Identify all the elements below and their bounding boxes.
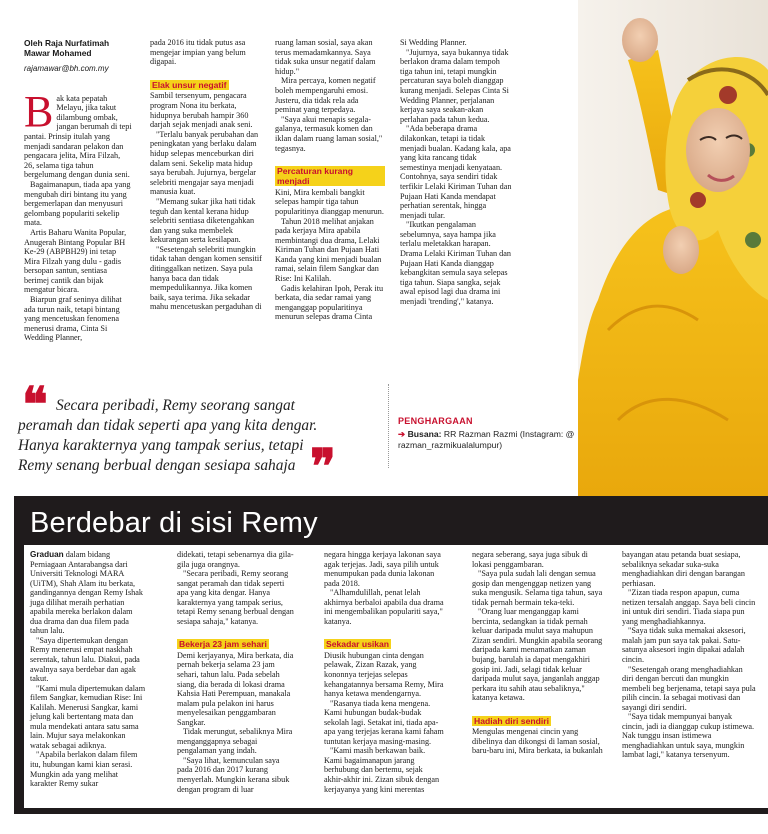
pull-quote-line: peramah dan tidak seperti apa yang kita dengar. xyxy=(18,417,318,434)
subheading: Bekerja 23 jam sehari xyxy=(179,639,267,650)
paragraph: Biarpun graf seninya dilihat ada turun naik, tetapi bintang yang mencetuskan fenomena menerusi drama, Cinta Si Wedding Planner, xyxy=(24,295,122,343)
drop-cap: B xyxy=(24,86,54,136)
paragraph: Bagaimanapun, tiada apa yang mengubah diri bintang itu yang bergemerlapan dan menyusuri gelombang populariti sekelip mata. xyxy=(24,179,131,228)
paragraph: Sambil tersenyum, pengacara program Nona itu berkata, hidupnya berubah hampir 360 darjah sejak menjadi anak seni. xyxy=(150,91,253,130)
arrow-icon: ➔ xyxy=(398,429,406,439)
pull-quote-line: Remy senang berbual dengan sesiapa sahaja xyxy=(18,457,296,474)
paragraph: Artis Baharu Wanita Popular, Anugerah Bintang Popular BH Ke-29 (ABPBH29) ini tetap Mira Filzah yang dulu - gadis bersopan santun, sentiasa berimej cantik dan bijak mengatur bicara. xyxy=(24,227,127,295)
author-email: rajamawar@bh.com.my xyxy=(24,64,109,73)
paragraph: "Saya tidak suka memakai aksesori, malah jam pun saya tak pakai. Satu-satunya aksesori ingin dipakai adalah cincin. xyxy=(622,626,746,665)
paragraph: Mengulas mengenai cincin yang dibelinya dan dikongsi di laman sosial, baru-baru ini, Mira berkata, ia bukanlah xyxy=(472,727,603,756)
paragraph: "Zizan tiada respon apapun, cuma netizen tersalah anggap. Saya beli cincin ini untuk diri sendiri. Tiada siapa pun yang menghadiahkannya. xyxy=(622,588,756,626)
paragraph: negara seberang, saya juga sibuk di lokasi penggambaran. xyxy=(472,550,588,569)
page-bottom-margin xyxy=(0,814,768,834)
paragraph: "Secara peribadi, Remy seorang sangat peramah dan tidak seperti apa yang kita dengar. Hanya karakternya yang tampak serius, tetapi Remy senang berbual dengan sesiapa sahaja," katanya. xyxy=(177,569,294,626)
paragraph: "Ada beberapa drama dilakonkan, tetapi ia tidak menjadi bualan. Kadang kala, apa yang kita rancang tidak semestinya menjadi kenyataan. Contohnya, saya sendiri tidak terfikir Lelaki Kiriman Tuhan dan Pujaan Hati Kanda mendapat perhatian serentak, hingga menjadi tular. xyxy=(400,124,512,220)
open-quote-icon: ❝ xyxy=(22,379,48,432)
paragraph: Demi kerjayanya, Mira berkata, dia pernah bekerja selama 23 jam sehari, tahun lalu. Pada sebelah siang, dia berada di lokasi drama Kahsia Hati Perempuan, manakala malam pula pelakon ini harus menyelesaikan penggambaran Sangkar. xyxy=(177,650,294,727)
paragraph: "Sesetengah selebriti mungkin tidak tahan dengan komen sensitif ditinggalkan netizen. Saya pula hanya baca dan tidak mempedulikannya. Jika komen baik, saya terima. Jika sekadar mahu mencetuskan pergaduhan di xyxy=(150,244,262,312)
credit-label: Busana: xyxy=(407,429,442,439)
paragraph: "Kami mula dipertemukan dalam filem Sangkar, kemudian Rise: Ini Kalilah. Menerusi Sangkar, kami jelung kali bertentang mata dan mula mendekati antara satu sama lain. Mujur saya melakonkan watak sebagai adiknya. xyxy=(30,683,146,750)
paragraph: "Sesetengah orang menghadiahkan diri dengan bercuti dan mungkin membeli beg berjenama, tetapi saya pula pilih cincin. Ia sebagai motivasi dan sayangi diri sendiri. xyxy=(622,664,756,712)
paragraph: "Saya pula sudah lali dengan semua gosip dan mengenggap netizen yang suka mengusik. Selama tiga tahun, saya tidak pernah bermain teka-teki. xyxy=(472,569,603,607)
cover-photo-mira-filzah xyxy=(578,0,768,496)
paragraph: "Saya tidak mempunyai banyak cincin, jadi ia dianggap cukup istimewa. Nak tunggu insan istimewa menghadiahkan untuk saya, mungkin lambat lagi," katanya tersenyum. xyxy=(622,712,755,760)
credit-text: RR Razman Razmi (Instagram: @ razman_razmikualalumpur) xyxy=(398,429,575,450)
paragraph: "Saya lihat, kemunculan saya pada 2016 dan 2017 kurang menyerlah. Mungkin kerana sibuk dengan program di luar xyxy=(177,755,290,794)
paragraph: pada 2016 itu tidak putus asa mengejar impian yang belum digapai. xyxy=(150,38,246,67)
paragraph: "Alhamdulillah, penat lelah akhirnya berbaloi apabila dua drama ini mengembalikan populariti saya," katanya. xyxy=(324,588,444,626)
top-article-column-1 xyxy=(24,38,132,343)
paragraph: "Memang sukar jika hati tidak teguh dan kental kerana hidup selebriti sentiasa diketengahkan dan yang suka membelek kekurangan serta kesilapan. xyxy=(150,196,256,245)
byline: Oleh Raja Nurfatimah Mawar Mohamed xyxy=(24,38,110,58)
credit-title: PENGHARGAAN xyxy=(398,416,473,426)
paragraph: Diusik hubungan cinta dengan pelawak, Zizan Razak, yang kononnya terjejas selepas kehangatannya bersama Remy, Mira hanya ketawa mendengarnya. xyxy=(324,650,444,699)
paragraph: ak kata pepatah Melayu, jika takut dilambung ombak, jangan berumah di tepi pantai. Prinsip itulah yang menjadi sandaran pelakon dan pengacara jelita, Mira Filzah, 26, selama tiga tahun bergelumang dengan dunia seni. xyxy=(24,93,132,180)
lead-word: Graduan xyxy=(30,550,64,559)
paragraph: "Terlalu banyak perubahan dan peningkatan yang berlaku dalam hidup selepas menceburkan diri dalam seni. Sekelip mata hidup saya berubah. Jujurnya, bergelar selebriti mengajar saya menjadi manusia kuat. xyxy=(150,129,259,197)
bottom-article-column-3 xyxy=(324,550,444,794)
paragraph: negara hingga kerjaya lakonan saya agak terjejas. Jadi, saya pilih untuk menumpukan pada dunia lakonan pada 2018. xyxy=(324,550,441,588)
bottom-article-column-2 xyxy=(177,550,297,794)
paragraph: bayangan atau petanda buat sesiapa, sebaliknya sekadar suka-suka menghadiahkan diri dengan barangan perhiasan. xyxy=(622,550,745,588)
paragraph: "Jujurnya, saya bukannya tidak berlakon drama dalam tempoh tiga tahun ini, tetapi mungkin percaturan saya boleh dianggap kurang menjadi. Selepas Cinta Si Wedding Planner, perjalanan kerjaya saya seakan-akan perlahan pada tahun kedua. xyxy=(400,47,509,124)
paragraph: "Rasanya tiada kena mengena. Kami hubungan budak-budak sekolah lagi. Setakat ini, tiada apa-apa yang terjejas kerana kami faham tuntutan kerjaya masing-masing. xyxy=(324,698,444,746)
subheading: Elak unsur negatif xyxy=(152,79,227,90)
top-article-column-2 xyxy=(150,38,262,312)
pull-quote-line: Hanya karakternya yang tampak serius, tetapi xyxy=(18,437,304,454)
portrait-illustration xyxy=(578,0,768,496)
paragraph: Tahun 2018 melihat anjakan pada kerjaya Mira apabila membintangi dua drama, Lelaki Kiriman Tuhan dan Pujaan Hati Kanda yang kini menjadi bualan ramai, selain filem Sangkar dan Rise: Ini Kalilah. xyxy=(275,216,382,284)
paragraph: Si Wedding Planner. xyxy=(400,38,467,47)
bottom-article-column-4 xyxy=(472,550,607,756)
credit-box xyxy=(398,416,578,451)
pull-quote xyxy=(18,378,378,494)
paragraph: ruang laman sosial, saya akan terus memadamkannya. Saya tidak suka unsur negatif dalam hidup." xyxy=(275,38,376,76)
paragraph: "Kami masih berkawan baik. Kami bagaimanapun jarang berhubung dan bertemu, sejak akhir-akhir ini. Zizan sibuk dengan kerjayanya yang kini merentas xyxy=(324,746,440,794)
paragraph: "Ikutkan pengalaman sebelumnya, saya hampa jika terlalu meletakkan harapan. Drama Lelaki Kiriman Tuhan dan Pujaan Hati Kanda dianggap kebangkitan semula saya selepas tiga tahun. Siapa sangka, sejak awal episod lagi dua drama ini menjadi 'trending'," katanya. xyxy=(400,220,511,307)
credit-line xyxy=(398,429,578,451)
paragraph: Tidak merungut, sebaliknya Mira menganggapnya sebagai pengalaman yang indah. xyxy=(177,727,293,756)
pull-quote-text xyxy=(18,396,324,476)
top-article-column-4 xyxy=(400,38,512,307)
pull-quote-line: Secara peribadi, Remy seorang sangat xyxy=(56,397,295,414)
article-title: Berdebar di sisi Remy xyxy=(30,507,318,539)
subheading: Hadiah diri sendiri xyxy=(474,715,549,726)
subheading: Sekadar usikan xyxy=(326,639,390,650)
bottom-article-column-1 xyxy=(30,550,146,789)
paragraph: "Apabila berlakon dalam filem itu, hubungan kami kian serasi. Mungkin ada yang melihat karakter Remy sukar xyxy=(30,750,138,789)
paragraph: "Saya dipertemukan dengan Remy menerusi empat naskhah serentak, tahun lalu. Diakui, pada awalnya saya berdebar dan agak takut. xyxy=(30,635,140,684)
paragraph: Graduan dalam bidang Perniagaan Antarabangsa dari Universiti Teknologi MARA (UiTM), Shah Alam itu berkata, gandingannya dengan Remy Ishak juga dilihat meraih perhatian apabila mereka berlakon dalam dua drama dan dua filem pada tahun lalu. xyxy=(30,550,144,636)
paragraph: "Orang luar menganggap kami bercinta, sedangkan ia tidak pernah keluar daripada mulut saya mahupun Zizan sendiri. Mungkin apabila seorang daripada kami menamatkan zaman bujang, barulah ia dapat mengakhiri gosip ini. Jadi, selagi tidak keluar daripada mulut saya, janganlah anggap perkara itu sahih atau sebaliknya," katanya ketawa. xyxy=(472,607,603,703)
subheading: Percaturan kurang menjadi xyxy=(275,166,385,186)
paragraph: Kini, Mira kembali bangkit selepas hampir tiga tahun popularitinya dianggap menurun. xyxy=(275,187,384,216)
bottom-article-column-5 xyxy=(622,550,756,760)
divider xyxy=(388,384,389,468)
paragraph: Mira percaya, komen negatif boleh mempengaruhi emosi. Justeru, dia tidak rela ada peminat yang terpedaya. xyxy=(275,76,376,115)
top-article-column-3 xyxy=(275,38,385,322)
paragraph: "Saya akui menapis segala-galanya, termasuk komen dan iklan dalam ruang laman sosial," tegasnya. xyxy=(275,114,383,153)
paragraph: Gadis kelahiran Ipoh, Perak itu berkata, dia sedar ramai yang menganggap popularitinya menurun selepas drama Cinta xyxy=(275,283,384,322)
paragraph: didekati, tetapi sebenarnya dia gila-gila juga orangnya. xyxy=(177,550,294,569)
close-quote-icon: ❞ xyxy=(310,441,336,494)
